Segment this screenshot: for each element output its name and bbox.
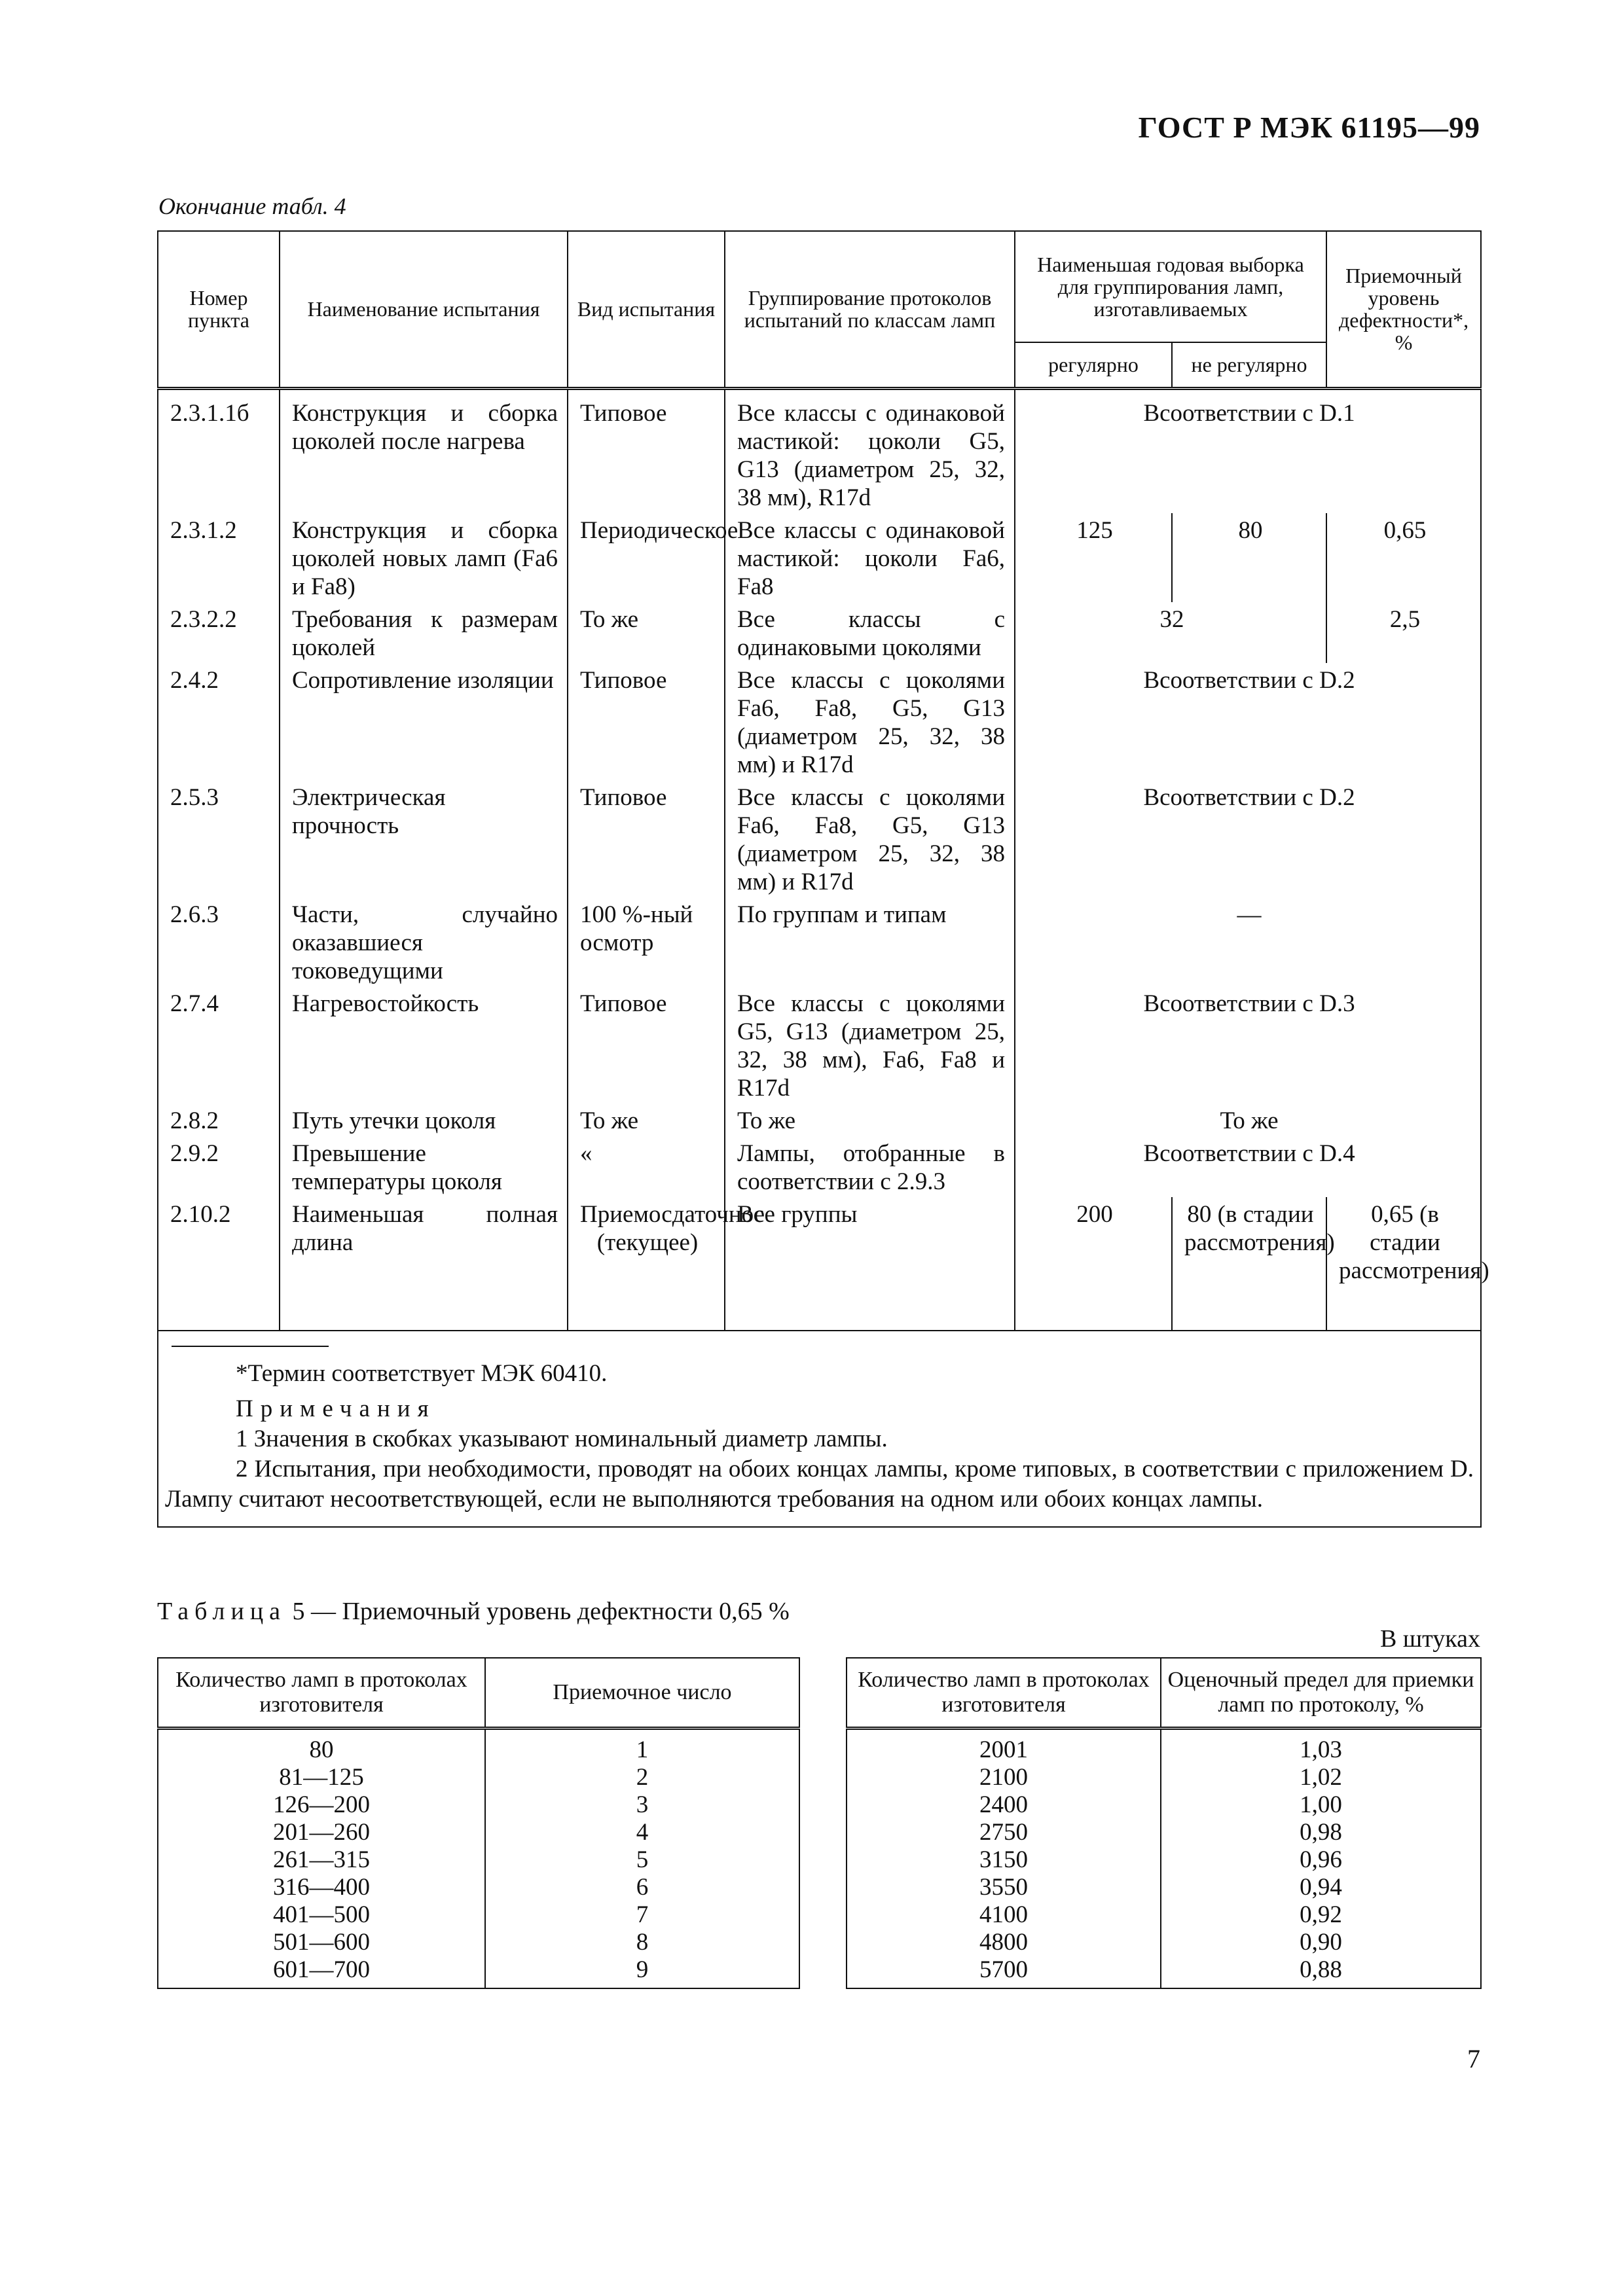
table-5-right [846,1657,1482,1989]
t5-left-header-acc: Приемочное число [485,1658,799,1729]
table-row: 316—400 6 [158,1874,799,1901]
table-row: 2.4.2 Сопротивление изоляции Типовое Все классы с цоколями Fa6, Fa8, G5, G13 (диаметром 25, 32, 38 мм) и R17d Всоответствии с D.2 [158,663,1481,780]
header-num: Номер пункта [158,231,280,388]
table-row: 2001 1,03 [847,1729,1481,1765]
header-kind: Вид испытания [568,231,725,388]
table-row: 3550 0,94 [847,1874,1481,1901]
table-row: 501—600 8 [158,1929,799,1956]
notes-title: Примечания [236,1395,436,1422]
t5-right-header-limit: Оценочный предел для приемки ламп по протоколу, % [1161,1658,1481,1729]
table-row: 4100 0,92 [847,1901,1481,1929]
table-row: 2.8.2 Путь утечки цоколя То же То же То же [158,1103,1481,1136]
header-regular: регулярно [1015,342,1172,388]
page-number: 7 [1467,2044,1480,2073]
table-row: 80 1 [158,1729,799,1765]
table-row: 2.3.1.1б Конструкция и сборка цоколей после нагрева Типовое Все классы с одинаковой мастикой: цоколи G5, G13 (диаметром 25, 32, 38 мм), R17d Всоответствии с D.1 [158,388,1481,513]
table-row: 2750 0,98 [847,1819,1481,1846]
table-row: 201—260 4 [158,1819,799,1846]
table-notes [158,1331,1481,1527]
table-5-left [157,1657,800,1989]
table-row: 2.7.4 Нагревостойкость Типовое Все классы с цоколями G5, G13 (диаметром 25, 32, 38 мм), Fa6, Fa8 и R17d Всоответствии с D.3 [158,986,1481,1103]
table-row: 2.9.2 Превышение температуры цоколя « Лампы, отобранные в соответствии с 2.9.3 Всоответствии с D.4 [158,1136,1481,1197]
table-continuation-label: Окончание табл. 4 [158,193,346,219]
note-2: 2 Испытания, при необходимости, проводят на обоих концах лампы, кроме типовых, в соответствии с приложением D. Лампу считают несоответствующей, если не выполняются требования на одном или обоих концах лампы. [165,1455,1474,1513]
header-grouping: Группирование протоколов испытаний по классам ламп [725,231,1015,388]
table-5-units: В штуках [1380,1625,1480,1653]
header-aql: Приемочный уровень дефектности*, % [1326,231,1481,388]
footnote: *Термин соответствует МЭК 60410. [236,1359,608,1387]
table-row: 126—200 3 [158,1791,799,1819]
header-name: Наименование испытания [280,231,568,388]
table-row: 2.3.2.2 Требования к размерам цоколей То же Все классы с одинаковыми цоколями 32 2,5 [158,602,1481,663]
table-row: 2100 1,02 [847,1764,1481,1791]
table-row: 401—500 7 [158,1901,799,1929]
table-row: 2.5.3 Электрическая прочность Типовое Все классы с цоколями Fa6, Fa8, G5, G13 (диаметром 25, 32, 38 мм) и R17d Всоответствии с D.2 [158,780,1481,897]
header-irregular: не регулярно [1172,342,1326,388]
footnote-rule [172,1346,329,1347]
t5-right-header-qty: Количество ламп в протоколах изготовителя [847,1658,1161,1729]
table-row: 601—700 9 [158,1956,799,1988]
table-row: 2400 1,00 [847,1791,1481,1819]
table-row: 2.10.2 Наименьшая полная длина Приемосдаточное (текущее) Все группы 200 80 (в стадии рассмотрения) 0,65 (в стадии рассмотрения) [158,1197,1481,1286]
t5-left-header-qty: Количество ламп в протоколах изготовителя [158,1658,485,1729]
table-row: 81—125 2 [158,1764,799,1791]
note-1: 1 Значения в скобках указывают номинальный диаметр лампы. [236,1425,888,1452]
table-4 [157,230,1489,1528]
table-row: 261—315 5 [158,1846,799,1874]
table-row: 2.3.1.2 Конструкция и сборка цоколей новых ламп (Fa6 и Fa8) Периодическое Все классы с одинаковой мастикой: цоколи Fa6, Fa8 125 80 0,65 [158,513,1481,602]
table-row: 2.6.3 Части, случайно оказавшиеся токоведущими 100 %-ный осмотр По группам и типам — [158,897,1481,986]
table-5-title: Таблица 5 — Приемочный уровень дефектности 0,65 % [157,1598,790,1625]
table-row: 3150 0,96 [847,1846,1481,1874]
table-row: 4800 0,90 [847,1929,1481,1956]
table-row: 5700 0,88 [847,1956,1481,1988]
document-code: ГОСТ Р МЭК 61195—99 [1138,111,1480,144]
header-sample: Наименьшая годовая выборка для группирования ламп, изготавливаемых [1015,231,1326,342]
